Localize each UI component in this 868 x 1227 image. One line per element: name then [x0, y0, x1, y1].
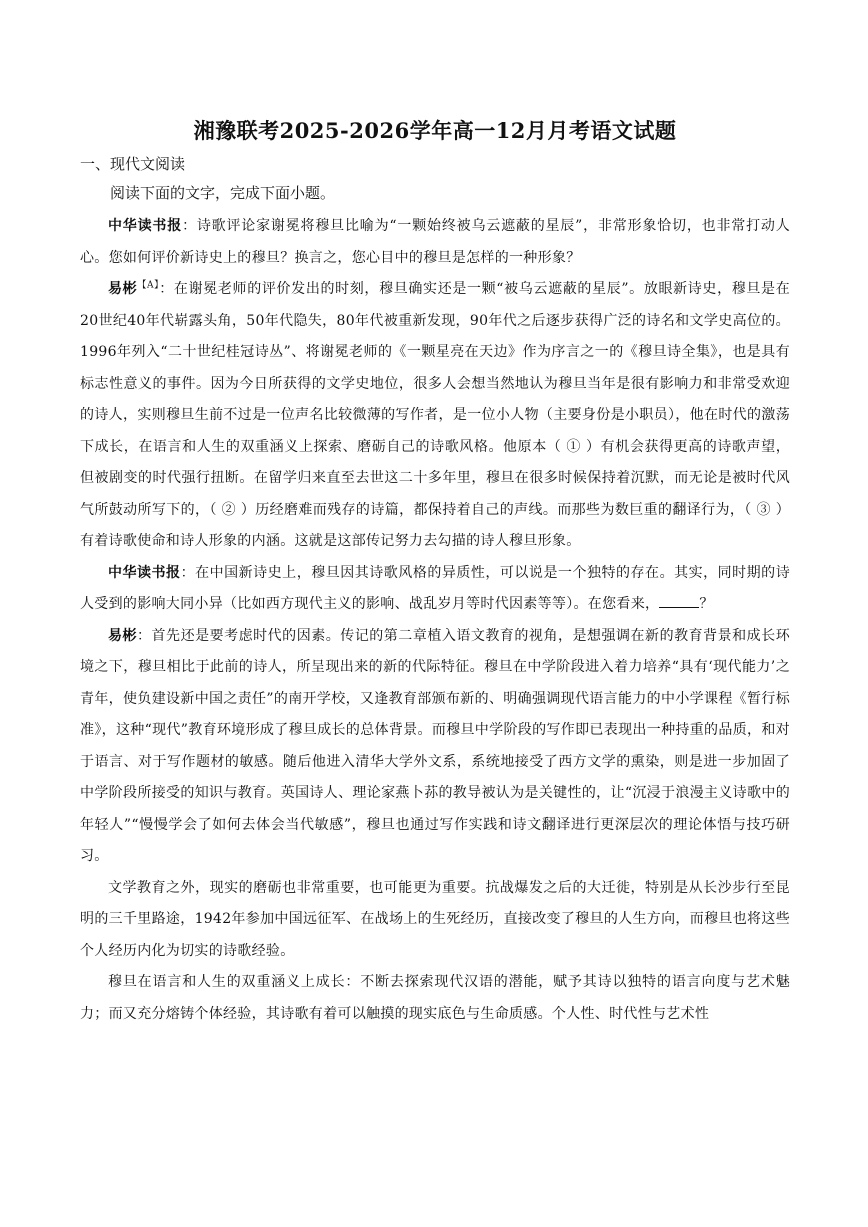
paragraph-5: [80, 873, 790, 968]
speaker-label: 中华读书报: [108, 218, 183, 234]
section-heading: 一、现代文阅读: [80, 155, 186, 173]
paragraph-text: 穆旦在语言和人生的双重涵义上成长：不断去探索现代汉语的潜能，赋予其诗以独特的语言向度与艺术魅力；而又充分熔铸个体经验，其诗歌有着可以触摸的现实底色与生命质感。个人性、时代性与艺术性: [80, 974, 790, 1022]
paragraph-text: ：诗歌评论家谢冕将穆旦比喻为“一颗始终被乌云遮蔽的星辰”，非常形象恰切，也非常打动人心。您如何评价新诗史上的穆旦？换言之，您心目中的穆旦是怎样的一种形象？: [80, 218, 790, 266]
footnote-marker: 【A】: [137, 280, 160, 291]
paragraph-3: [80, 558, 790, 621]
document-title: 湘豫联考2025-2026学年高一12月月考语文试题: [193, 118, 677, 143]
paragraph-text: ：在谢冕老师的评价发出的时刻，穆旦确实还是一颗“被乌云遮蔽的星辰”。放眼新诗史，穆旦是在20世纪40年代崭露头角，50年代隐失，80年代被重新发现，90年代之后逐步获得广泛的诗名和文学史高位的。1996年列入“二十世纪桂冠诗丛”、将谢冕老师的《一颗星亮在天边》作为序言之一的《穆旦诗全集》，也是具有标志性意义的事件。因为今日所获得的文学史地位，很多人会想当然地认为穆旦当年是很有影响力和非常受欢迎的诗人，实则穆旦生前不过是一位声名比较微薄的写作者，是一位小人物（主要身份是小职员），他在时代的激荡下成长，在语言和人生的双重涵义上探索、磨砺自己的诗歌风格。他原本（ ① ）有机会获得更高的诗歌声望，但被剧变的时代强行扭断。在留学归来直至去世这二十多年里，穆旦在很多时候保持着沉默，而无论是被时代风气所鼓动所写下的，（ ② ）历经磨难而残存的诗篇，都保持着自己的声线。而那些为数巨重的翻译行为，（ ③ ）有着诗歌使命和诗人形象的内涵。这就是这部传记努力去勾描的诗人穆旦形象。: [80, 281, 790, 549]
paragraph-tail: ？: [699, 596, 714, 612]
paragraph-2: [80, 274, 790, 558]
paragraph-1: [80, 211, 790, 274]
speaker-label: 易彬: [108, 281, 138, 297]
fill-in-blank: [659, 595, 699, 608]
paragraph-text: ：首先还是要考虑时代的因素。传记的第二章植入语文教育的视角，是想强调在新的教育背景和成长环境之下，穆旦相比于此前的诗人，所呈现出来的新的代际特征。穆旦在中学阶段进入着力培养“具有‘现代能力’之青年，使负建设新中国之责任”的南开学校，又逢教育部颁布新的、明确强调现代语言能力的中小学课程《暂行标准》，这种“现代”教育环境形成了穆旦成长的总体背景。而穆旦中学阶段的写作即已表现出一种持重的品质，和对于语言、对于写作题材的敏感。随后他进入清华大学外文系，系统地接受了西方文学的熏染，则是进一步加固了中学阶段所接受的知识与教育。英国诗人、理论家燕卜荪的教导被认为是关键性的，让“沉浸于浪漫主义诗歌中的年轻人”“慢慢学会了如何去体会当代敏感”，穆旦也通过写作实践和诗文翻译进行更深层次的理论体悟与技巧研习。: [80, 627, 790, 864]
paragraph-6: [80, 967, 790, 1030]
reading-instruction: 阅读下面的文字，完成下面小题。: [110, 184, 336, 202]
paragraph-text: ：在中国新诗史上，穆旦因其诗歌风格的异质性，可以说是一个独特的存在。其实，同时期的诗人受到的影响大同小异（比如西方现代主义的影响、战乱岁月等时代因素等等）。在您看来，: [80, 564, 790, 612]
speaker-label: 易彬: [108, 627, 138, 644]
paragraph-text: 文学教育之外，现实的磨砺也非常重要，也可能更为重要。抗战爆发之后的大迁徙，特别是从长沙步行至昆明的三千里路途，1942年参加中国远征军、在战场上的生死经历，直接改变了穆旦的人生方向，而穆旦也将这些个人经历内化为切实的诗歌经验。: [80, 879, 790, 959]
paragraph-4: [80, 621, 790, 873]
speaker-label: 中华读书报: [108, 564, 181, 581]
